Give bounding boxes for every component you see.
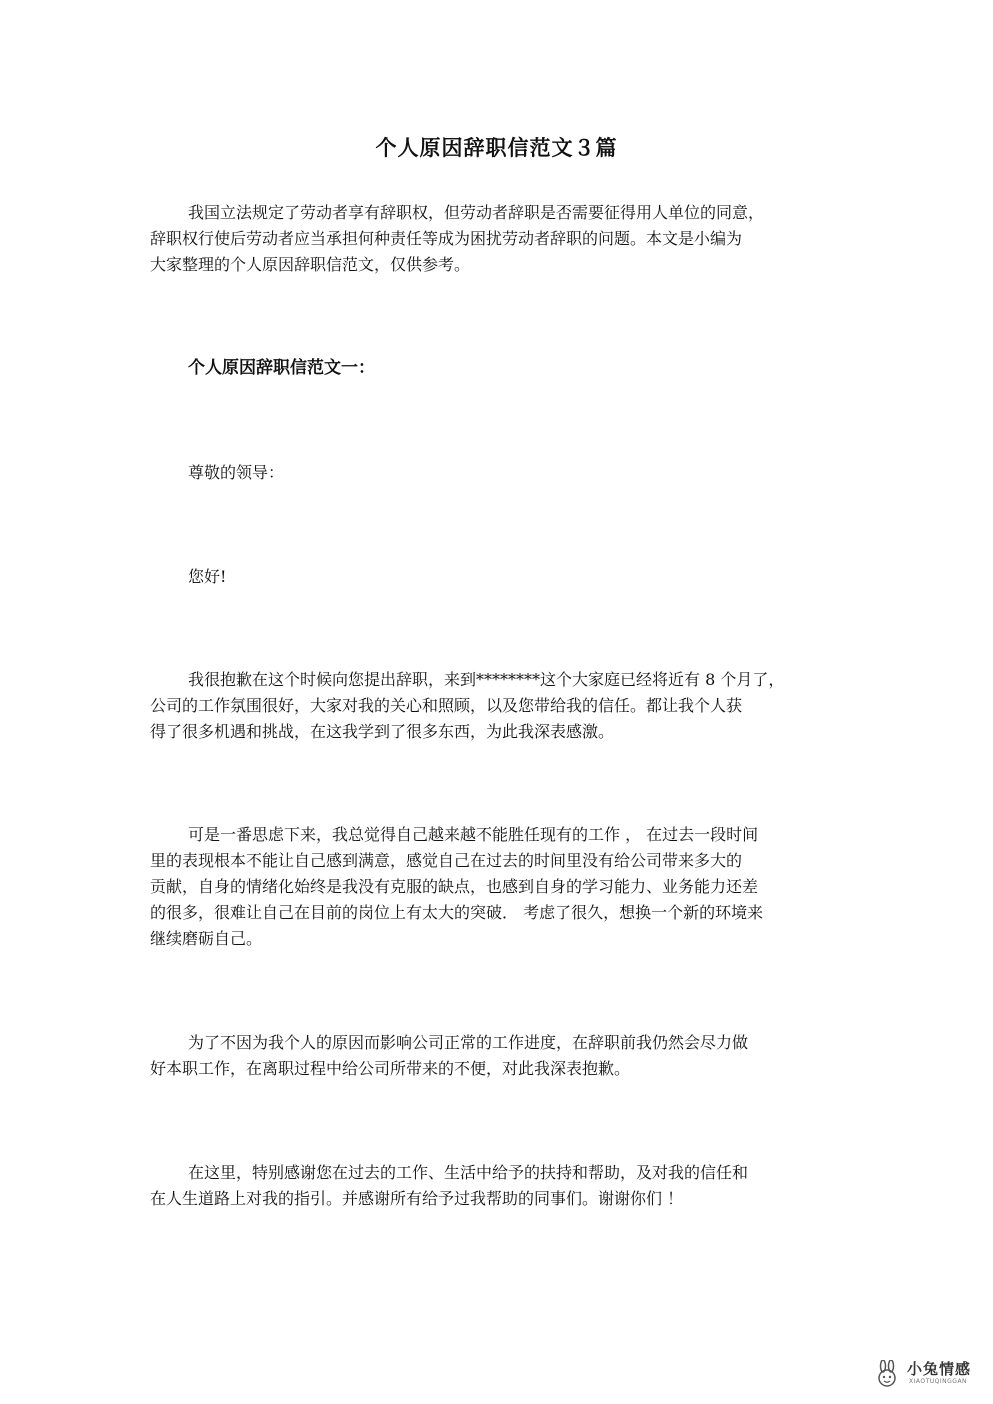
salutation-block [150, 460, 850, 486]
paragraph-line: 可是一番思虑下来，我总觉得自己越来越不能胜任现有的工作 ， 在过去一段时间 [188, 825, 759, 844]
rabbit-logo-icon [873, 1360, 901, 1388]
watermark-title: 小兔情感 [907, 1360, 972, 1378]
salutation: 尊敬的领导： [188, 463, 285, 482]
section-heading: 个人原因辞职信范文一： [188, 358, 375, 378]
body-paragraph [150, 667, 850, 745]
paragraph-line: 贡献，自身的情绪化始终是我没有克服的缺点，也感到自身的学习能力、业务能力还差 [150, 877, 759, 896]
intro-line: 大家整理的个人原因辞职信范文，仅供参考。 [150, 255, 471, 274]
paragraph-line: 得了很多机遇和挑战，在这我学到了很多东西，为此我深表感激。 [150, 722, 615, 741]
watermark-subtitle: XIAOTUQINGGAN [909, 1378, 968, 1385]
intro-line: 我国立法规定了劳动者享有辞职权，但劳动者辞职是否需要征得用人单位的同意， [188, 203, 765, 222]
greeting: 您好! [188, 567, 227, 586]
paragraph-line: 的很多，很难让自己在目前的岗位上有太大的突破． 考虑了很久，想换一个新的环境来 [150, 903, 764, 922]
intro-line: 辞职权行使后劳动者应当承担何种责任等成为困扰劳动者辞职的问题。本文是小编为 [150, 229, 743, 248]
paragraph-line: 公司的工作氛围很好，大家对我的关心和照顾，以及您带给我的信任。都让我个人获 [150, 696, 743, 715]
page-title: 个人原因辞职信范文３篇 [375, 135, 618, 160]
intro-paragraph [150, 200, 850, 278]
paragraph-line: 里的表现根本不能让自己感到满意，感觉自己在过去的时间里没有给公司带来多大的 [150, 851, 743, 870]
site-watermark [873, 1356, 983, 1392]
paragraph-line: 在人生道路上对我的指引。并感谢所有给予过我帮助的同事们。谢谢你们 ！ [150, 1189, 684, 1208]
body-paragraph [150, 822, 850, 952]
body-paragraph [150, 1030, 850, 1082]
paragraph-line: 继续磨砺自己。 [150, 929, 263, 948]
body-paragraph [150, 1160, 850, 1212]
paragraph-line: 好本职工作，在离职过程中给公司所带来的不便，对此我深表抱歉。 [150, 1059, 631, 1078]
section-heading-block [150, 355, 850, 381]
paragraph-line: 在这里，特别感谢您在过去的工作、生活中给予的扶持和帮助，及对我的信任和 [188, 1163, 749, 1182]
paragraph-line: 为了不因为我个人的原因而影响公司正常的工作进度，在辞职前我仍然会尽力做 [188, 1033, 749, 1052]
greeting-block [150, 564, 850, 590]
paragraph-line: 我很抱歉在这个时候向您提出辞职，来到********这个大家庭已经将近有 8 个月了， [188, 670, 785, 689]
